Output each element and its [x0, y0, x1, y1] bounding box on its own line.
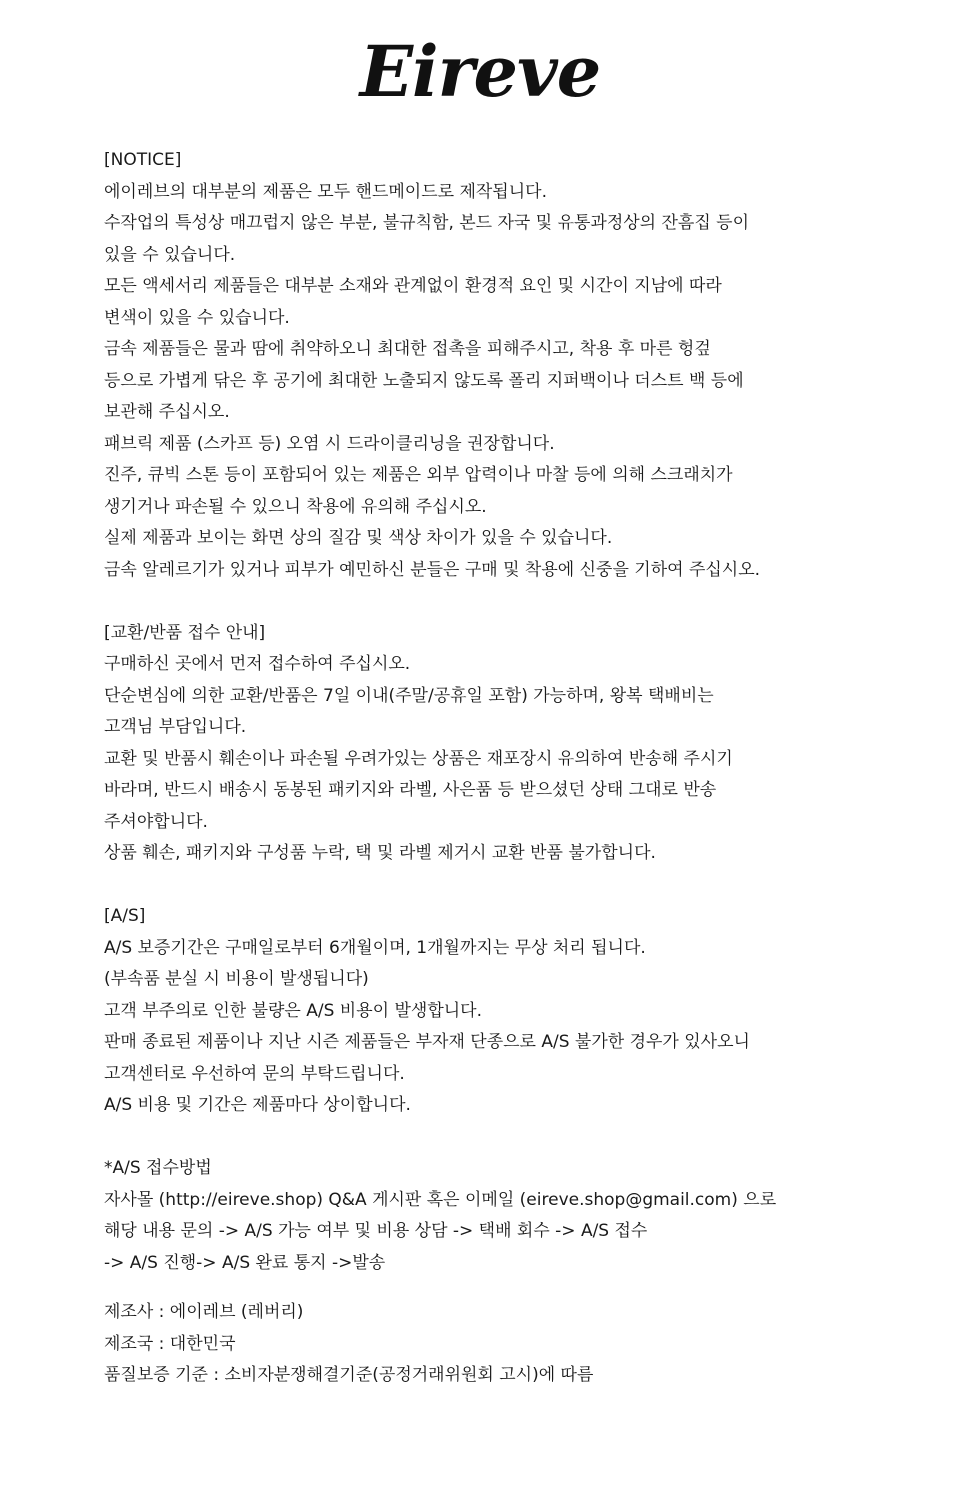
- exchange-section: [104, 618, 904, 870]
- notice-line: 수작업의 특성상 매끄럽지 않은 부분, 불규칙함, 본드 자국 및 유통과정상의 잔흠집 등이: [104, 213, 750, 233]
- as-line: 고객 부주의로 인한 불량은 A/S 비용이 발생합니다.: [104, 1000, 482, 1021]
- notice-line: 에이레브의 대부분의 제품은 모두 핸드메이드로 제작됩니다.: [104, 181, 547, 202]
- section-heading: [A/S]: [104, 906, 146, 926]
- exchange-line: 구매하신 곳에서 먼저 접수하여 주십시오.: [104, 654, 411, 674]
- notice-line: 패브릭 제품 (스카프 등) 오염 시 드라이클리닝을 권장합니다.: [104, 433, 555, 454]
- as-line: A/S 비용 및 기간은 제품마다 상이합니다.: [104, 1095, 411, 1115]
- as-line: A/S 보증기간은 구매일로부터 6개월이며, 1개월까지는 무상 처리 됩니다.: [104, 937, 646, 958]
- exchange-line: 고객님 부담입니다.: [104, 717, 247, 737]
- as-method-section: [104, 1153, 904, 1279]
- notice-line: 모든 액세서리 제품들은 대부분 소재와 관계없이 환경적 요인 및 시간이 지남에 따라: [104, 276, 722, 296]
- as-method-line: -> A/S 진행-> A/S 완료 통지 ->발송: [104, 1252, 386, 1273]
- notice-content: [104, 145, 904, 1392]
- maker-section: [104, 1297, 904, 1392]
- notice-line: 진주, 큐빅 스톤 등이 포함되어 있는 제품은 외부 압력이나 마찰 등에 의해 스크래치가: [104, 465, 733, 485]
- maker-line: 제조사 : 에이레브 (레버리): [104, 1302, 304, 1322]
- section-spacer: [104, 1122, 904, 1154]
- notice-line: 변색이 있을 수 있습니다.: [104, 307, 290, 328]
- as-line: 판매 종료된 제품이나 지난 시즌 제품들은 부자재 단종으로 A/S 불가한 경우가 있사오니: [104, 1032, 750, 1052]
- exchange-line: 상품 훼손, 패키지와 구성품 누락, 택 및 라벨 제거시 교환 반품 불가합니다.: [104, 843, 656, 863]
- brand-logo: Eireve: [359, 30, 601, 113]
- as-method-line: 해당 내용 문의 -> A/S 가능 여부 및 비용 상담 -> 택배 회수 -> A/S 접수: [104, 1221, 648, 1241]
- as-line: 고객센터로 우선하여 문의 부탁드립니다.: [104, 1063, 405, 1084]
- notice-line: 생기거나 파손될 수 있으니 착용에 유의해 주십시오.: [104, 496, 487, 517]
- maker-line: 품질보증 기준 : 소비자분쟁해결기준(공정거래위원회 고시)에 따름: [104, 1365, 594, 1385]
- section-heading: *A/S 접수방법: [104, 1158, 212, 1178]
- notice-line: 금속 제품들은 물과 땀에 취약하오니 최대한 접촉을 피해주시고, 착용 후 마른 헝겊: [104, 339, 711, 359]
- as-line: (부속품 분실 시 비용이 발생됩니다): [104, 969, 369, 989]
- notice-line: 실제 제품과 보이는 화면 상의 질감 및 색상 차이가 있을 수 있습니다.: [104, 528, 613, 548]
- notice-line: 보관해 주십시오.: [104, 402, 230, 422]
- as-section: [104, 901, 904, 1122]
- exchange-line: 주셔야합니다.: [104, 811, 208, 832]
- exchange-line: 단순변심에 의한 교환/반품은 7일 이내(주말/공휴일 포함) 가능하며, 왕복 택배비는: [104, 685, 714, 706]
- section-spacer: [104, 586, 904, 618]
- section-heading: [NOTICE]: [104, 150, 182, 170]
- exchange-line: 바라며, 반드시 배송시 동봉된 패키지와 라벨, 사은품 등 받으셨던 상태 그대로 반송: [104, 780, 717, 800]
- notice-line: 금속 알레르기가 있거나 피부가 예민하신 분들은 구매 및 착용에 신중을 기하여 주십시오.: [104, 559, 761, 580]
- notice-section: [104, 145, 904, 586]
- section-spacer: [104, 1279, 904, 1297]
- as-method-line: 자사몰 (http://eireve.shop) Q&A 게시판 혹은 이메일 (eireve.shop@gmail.com) 으로: [104, 1189, 777, 1210]
- notice-line: 등으로 가볍게 닦은 후 공기에 최대한 노출되지 않도록 폴리 지퍼백이나 더스트 백 등에: [104, 370, 744, 391]
- section-spacer: [104, 870, 904, 902]
- maker-line: 제조국 : 대한민국: [104, 1333, 236, 1354]
- exchange-line: 교환 및 반품시 훼손이나 파손될 우려가있는 상품은 재포장시 유의하여 반송해 주시기: [104, 748, 733, 769]
- notice-line: 있을 수 있습니다.: [104, 244, 236, 265]
- section-heading: [교환/반품 접수 안내]: [104, 622, 266, 643]
